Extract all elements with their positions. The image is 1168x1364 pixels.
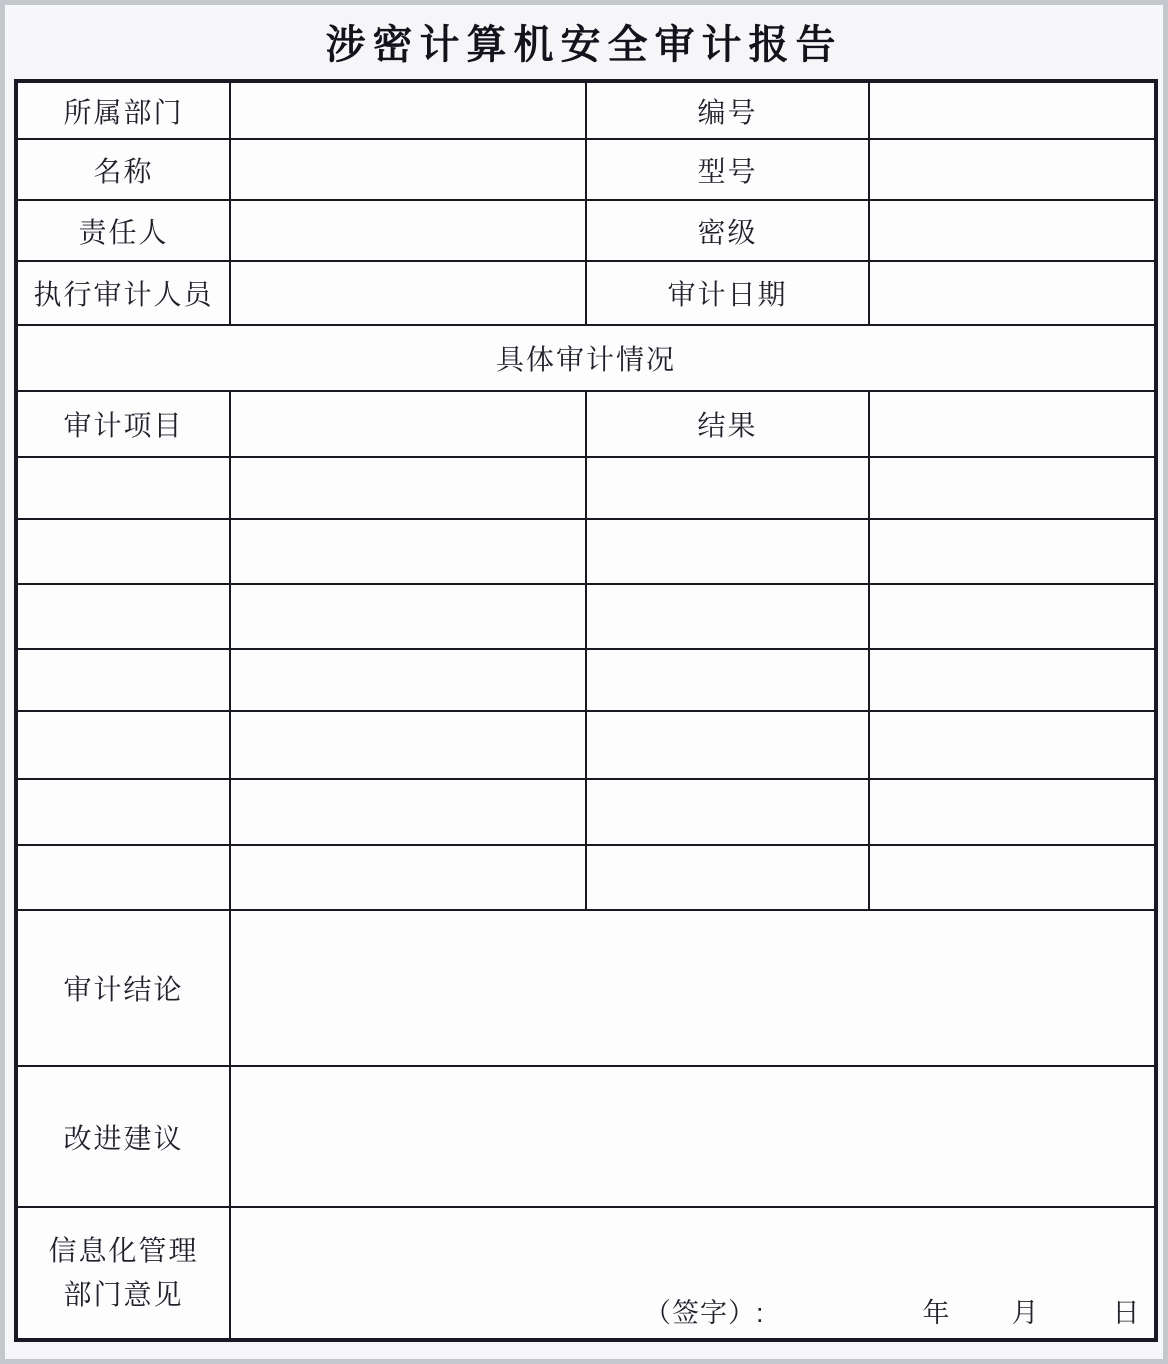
field-secrecy-level bbox=[869, 200, 1156, 261]
row-name-model bbox=[16, 139, 1156, 200]
audit-grid-cell bbox=[869, 584, 1156, 649]
audit-grid-cell bbox=[586, 584, 869, 649]
page-title: 涉密计算机安全审计报告 bbox=[325, 22, 843, 67]
audit-grid-cell bbox=[230, 519, 586, 584]
audit-grid-cell bbox=[16, 457, 230, 519]
signature-line bbox=[231, 1291, 1154, 1330]
day-label: 日 bbox=[1112, 1298, 1140, 1328]
label-secrecy-level: 密级 bbox=[586, 200, 869, 261]
label-audit-personnel: 执行审计人员 bbox=[16, 261, 230, 325]
audit-grid-cell bbox=[16, 779, 230, 845]
label-it-dept-opinion-line2: 部门意见 bbox=[63, 1279, 184, 1310]
audit-grid-cell bbox=[586, 457, 869, 519]
audit-grid-cell bbox=[586, 845, 869, 910]
audit-grid-cell bbox=[869, 845, 1156, 910]
label-audit-conclusion: 审计结论 bbox=[16, 910, 230, 1066]
audit-grid-cell bbox=[16, 584, 230, 649]
audit-grid-row bbox=[16, 845, 1156, 910]
audit-grid-cell bbox=[586, 711, 869, 779]
audit-grid-row bbox=[16, 519, 1156, 584]
audit-grid-cell bbox=[869, 519, 1156, 584]
field-number bbox=[869, 81, 1156, 139]
audit-grid-cell bbox=[230, 845, 586, 910]
signature-label: （签字）: bbox=[644, 1298, 765, 1328]
label-result: 结果 bbox=[586, 391, 869, 457]
month-label: 月 bbox=[1011, 1298, 1039, 1328]
label-model: 型号 bbox=[586, 139, 869, 200]
audit-report-form bbox=[14, 79, 1158, 1342]
audit-grid-cell bbox=[869, 779, 1156, 845]
audit-grid-row bbox=[16, 584, 1156, 649]
field-audit-personnel bbox=[230, 261, 586, 325]
field-department bbox=[230, 81, 586, 139]
audit-grid-cell bbox=[230, 457, 586, 519]
field-responsible-person bbox=[230, 200, 586, 261]
audit-grid-cell bbox=[16, 649, 230, 711]
audit-grid-cell bbox=[230, 649, 586, 711]
label-department: 所属部门 bbox=[16, 81, 230, 139]
audit-grid-cell bbox=[869, 711, 1156, 779]
audit-grid-cell bbox=[16, 845, 230, 910]
audit-grid-cell bbox=[869, 457, 1156, 519]
field-name bbox=[230, 139, 586, 200]
label-responsible-person: 责任人 bbox=[16, 200, 230, 261]
audit-grid-row bbox=[16, 649, 1156, 711]
row-improvement-suggestion bbox=[16, 1066, 1156, 1207]
audit-grid-cell bbox=[16, 711, 230, 779]
label-audit-item: 审计项目 bbox=[16, 391, 230, 457]
row-it-dept-opinion bbox=[16, 1207, 1156, 1340]
row-audit-grid-header bbox=[16, 391, 1156, 457]
audit-grid-cell bbox=[230, 711, 586, 779]
field-improvement-suggestion bbox=[230, 1066, 1156, 1207]
audit-grid-row bbox=[16, 457, 1156, 519]
field-result-header bbox=[869, 391, 1156, 457]
field-model bbox=[869, 139, 1156, 200]
audit-grid-cell bbox=[16, 519, 230, 584]
label-it-dept-opinion-line1: 信息化管理 bbox=[48, 1235, 199, 1266]
label-improvement-suggestion: 改进建议 bbox=[16, 1066, 230, 1207]
audit-grid-cell bbox=[586, 779, 869, 845]
audit-grid-row bbox=[16, 711, 1156, 779]
field-audit-conclusion bbox=[230, 910, 1156, 1066]
audit-grid-row bbox=[16, 779, 1156, 845]
row-responsible-secrecy bbox=[16, 200, 1156, 261]
label-audit-date: 审计日期 bbox=[586, 261, 869, 325]
row-section-header bbox=[16, 325, 1156, 391]
label-number: 编号 bbox=[586, 81, 869, 139]
label-it-dept-opinion bbox=[16, 1207, 230, 1340]
row-auditor-date bbox=[16, 261, 1156, 325]
year-label: 年 bbox=[922, 1298, 950, 1328]
audit-grid-cell bbox=[230, 779, 586, 845]
row-department-number bbox=[16, 81, 1156, 139]
audit-grid-cell bbox=[586, 519, 869, 584]
audit-grid-cell bbox=[869, 649, 1156, 711]
audit-grid-cell bbox=[586, 649, 869, 711]
field-audit-item-header bbox=[230, 391, 586, 457]
field-audit-date bbox=[869, 261, 1156, 325]
audit-grid-cell bbox=[230, 584, 586, 649]
field-it-dept-opinion bbox=[230, 1207, 1156, 1340]
label-name: 名称 bbox=[16, 139, 230, 200]
section-title-audit-details: 具体审计情况 bbox=[16, 325, 1156, 391]
row-audit-conclusion bbox=[16, 910, 1156, 1066]
